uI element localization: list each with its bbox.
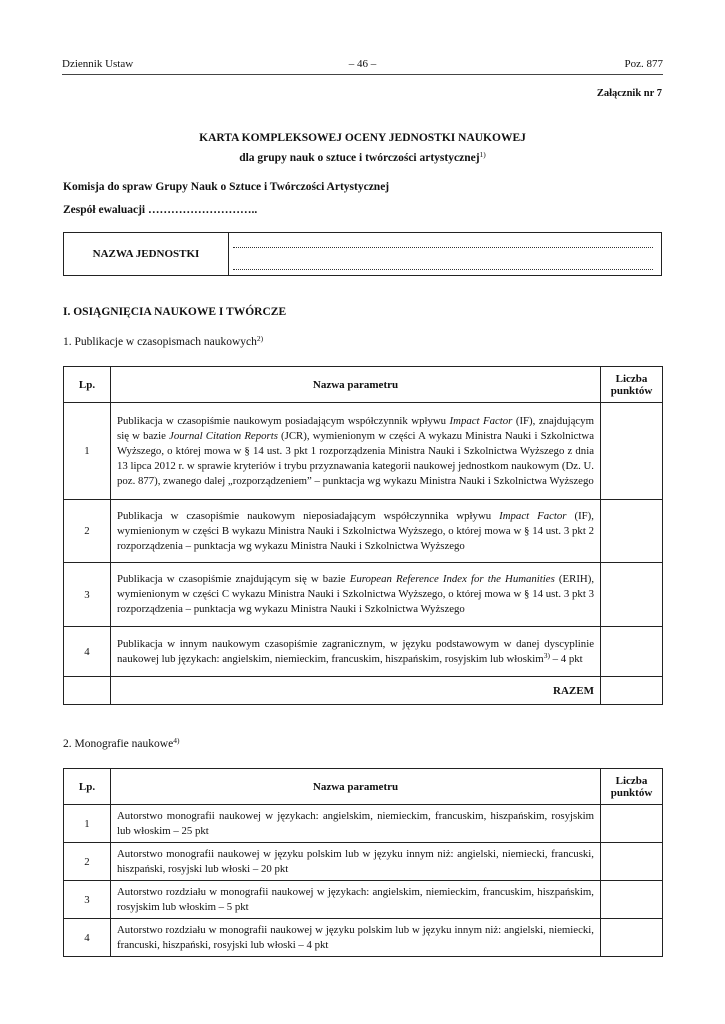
text-italic: Impact Factor (499, 509, 567, 522)
footnote-ref: 1) (479, 150, 486, 159)
points-cell[interactable] (601, 500, 663, 563)
table-row (64, 919, 663, 957)
subtitle-text: dla grupy nauk o sztuce i twórczości artystycznej (239, 152, 480, 164)
parameter-description (111, 563, 601, 627)
row-number: 4 (64, 919, 111, 957)
empty-cell (64, 677, 111, 705)
table-row (64, 881, 663, 919)
text-part: Publikacja w czasopiśmie naukowym nieposiadającym współczynnika wpływu (117, 509, 500, 522)
points-cell[interactable] (601, 881, 663, 919)
table-row (64, 563, 663, 627)
monographs-table (63, 768, 663, 957)
points-cell[interactable] (601, 627, 663, 677)
col-lp-header: Lp. (64, 769, 111, 805)
evaluation-team: Zespół ewaluacji ……………………….. (63, 204, 258, 216)
text-italic: European Reference Index for the Humanities (349, 573, 555, 585)
col-name-header: Nazwa parametru (111, 367, 601, 403)
commission-name: Komisja do spraw Grupy Nauk o Sztuce i Twórczości Artystycznej (63, 181, 390, 193)
col-name-header: Nazwa parametru (111, 769, 601, 805)
parameter-description (111, 403, 601, 500)
attachment-label: Załącznik nr 7 (596, 88, 662, 99)
page-number: – 46 – (348, 58, 377, 70)
publications-heading (63, 336, 263, 348)
unit-name-box (63, 232, 662, 276)
points-cell[interactable] (601, 805, 663, 843)
table-row (64, 403, 663, 500)
points-cell[interactable] (601, 563, 663, 627)
table-row (64, 805, 663, 843)
text-part: (IF), znajdującym się w bazie (117, 414, 594, 442)
text-part: Publikacja w czasopiśmie naukowym posiadającym współczynnik wpływu (117, 414, 450, 427)
row-number: 3 (64, 881, 111, 919)
total-row (64, 677, 663, 705)
row-number: 2 (64, 500, 111, 563)
parameter-description: Autorstwo monografii naukowej w języku polskim lub w języku innym niż: angielski, niemiecki, francuski, hiszpański, rosyjski lub włoski – 20 pkt (111, 843, 601, 881)
col-points-header: Liczba punktów (601, 769, 663, 805)
text-part: (ERIH), wymienionym w części C wykazu Ministra Nauki i Szkolnictwa Wyższego, o której mowa w § 14 ust. 3 pkt 3 rozporządzenia – punktacja wg wykazu Ministra Nauki i Szkolnictwa Wyższego (117, 573, 595, 615)
journal-name: Dziennik Ustaw (62, 58, 134, 70)
row-number: 2 (64, 843, 111, 881)
table-row (64, 843, 663, 881)
footnote-ref: 4) (173, 736, 180, 745)
text-part: Publikacja w czasopiśmie znajdującym się w bazie (117, 573, 350, 585)
footnote-ref: 3) (543, 650, 550, 660)
unit-name-label: NAZWA JEDNOSTKI (64, 233, 229, 275)
row-number: 1 (64, 805, 111, 843)
section-heading: I. OSIĄGNIĘCIA NAUKOWE I TWÓRCZE (63, 306, 287, 318)
col-lp-header: Lp. (64, 367, 111, 403)
position-number: Poz. 877 (624, 58, 663, 70)
row-number: 4 (64, 627, 111, 677)
unit-name-field-2[interactable] (233, 259, 653, 270)
text-italic: Impact Factor (449, 414, 513, 427)
text-part: (JCR), wymienionym w części A wykazu Ministra Nauki i Szkolnictwa Wyższego, o której mowa w § 14 ust. 3 pkt 1 rozporządzenia Ministra Nauki i Szkolnictwa Wyższego z dnia 13 lipca 2012 r. w sprawie kryteriów i trybu przyznawania kategorii naukowej jednostkom naukowym (Dz. U. poz. 877), zwanego dalej „rozporządzeniem” – punktacja wg wykazu Ministra Nauki i Szkolnictwa Wyższego (117, 429, 594, 487)
footnote-ref: 2) (256, 334, 264, 343)
row-number: 3 (64, 563, 111, 627)
points-cell[interactable] (601, 843, 663, 881)
table-row (64, 500, 663, 563)
text-italic: Journal Citation Reports (169, 429, 278, 442)
text-part: Publikacja w innym naukowym czasopiśmie zagranicznym, w języku podstawowym w danej dyscyplinie naukowej lub językach: angielskim, niemieckim, francuskim, hiszpańskim, rosyjskim lub włoskim (117, 637, 594, 665)
document-subtitle (62, 152, 663, 164)
points-cell[interactable] (601, 919, 663, 957)
total-label: RAZEM (111, 677, 601, 705)
page-header (62, 58, 663, 75)
parameter-description: Autorstwo monografii naukowej w językach: angielskim, niemieckim, francuskim, hiszpańskim, rosyjskim lub włoskim – 25 pkt (111, 805, 601, 843)
parameter-description: Autorstwo rozdziału w monografii naukowej w językach: angielskim, niemieckim, francuskim, hiszpańskim, rosyjskim lub włoskim – 5 pkt (111, 881, 601, 919)
monographs-heading (63, 738, 179, 750)
points-cell[interactable] (601, 403, 663, 500)
publications-heading-text: 1. Publikacje w czasopismach naukowych (63, 336, 257, 348)
publications-table (63, 366, 663, 705)
col-points-header: Liczba punktów (601, 367, 663, 403)
table-header-row (64, 367, 663, 403)
document-title: KARTA KOMPLEKSOWEJ OCENY JEDNOSTKI NAUKOWEJ (199, 132, 526, 144)
text-part: (IF), wymienionym w części B wykazu Ministra Nauki i Szkolnictwa Wyższego, o której mowa w § 14 ust. 3 pkt 2 rozporządzenia – punktacja wg wykazu Ministra Nauki i Szkolnictwa Wyższego (117, 509, 594, 552)
unit-name-field-1[interactable] (233, 237, 653, 248)
table-header-row (64, 769, 663, 805)
parameter-description: Autorstwo rozdziału w monografii naukowej w języku polskim lub w języku innym niż: angielski, niemiecki, francuski, hiszpański, rosyjski lub włoski – 4 pkt (111, 919, 601, 957)
row-number: 1 (64, 403, 111, 500)
parameter-description (111, 627, 601, 677)
table-row (64, 627, 663, 677)
total-points-cell[interactable] (601, 677, 663, 705)
parameter-description (111, 500, 601, 563)
text-part: – 4 pkt (549, 652, 583, 665)
monographs-heading-text: 2. Monografie naukowe (63, 738, 174, 750)
